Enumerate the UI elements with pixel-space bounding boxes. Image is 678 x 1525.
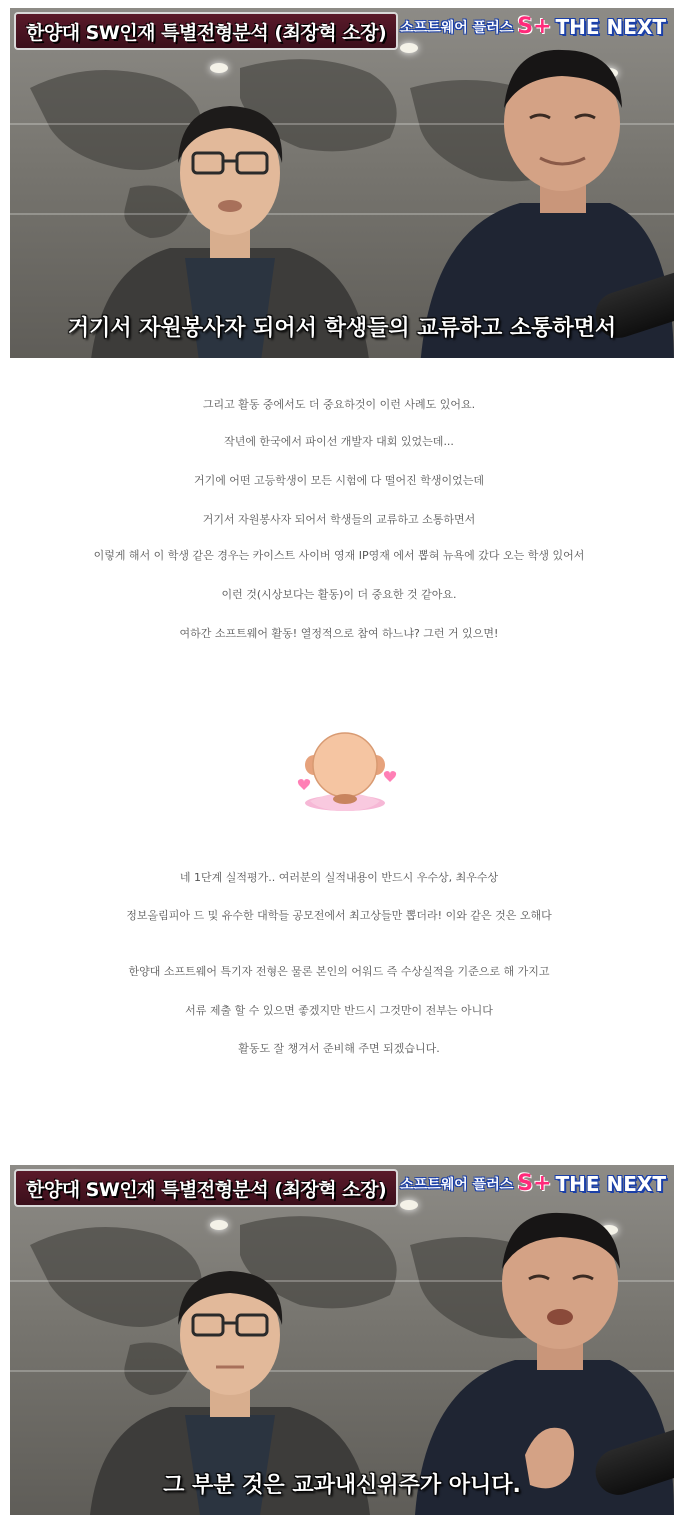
text-line: 네 1단계 실적평가.. 여러분의 실적내용이 반드시 우수상, 최우수상 [179,871,499,884]
bald-character-sticker-icon [290,725,400,815]
text-line: 활동도 잘 챙겨서 준비해 주면 되겠습니다. [238,1042,440,1055]
text-line: 이런 것(시상보다는 활동)이 더 중요한 것 같아요. [221,588,457,601]
brand-korean-text: 소프트웨어 플러스 [400,19,514,36]
video-subtitle: 거기서 자원봉사자 되어서 학생들의 교류하고 소통하면서 [67,316,617,341]
text-line: 정보올림피아 드 및 유수한 대학들 공모전에서 최고상들만 뽑더라! 이와 같은 것은 오해다 [126,909,552,922]
video-frame-1 [10,8,674,358]
brand-korean-text: 소프트웨어 플러스 [400,1176,514,1193]
video-subtitle: 그 부분 것은 교과내신위주가 아니다. [163,1473,521,1498]
text-line: 한양대 소프트웨어 특기자 전형은 물론 본인의 어워드 즉 수상실적을 기준으로 해 가지고 [128,965,550,978]
brand-s-plus: S+ [517,1171,552,1196]
brand-s-plus: S+ [517,14,552,39]
video-title: 한양대 SW인재 특별전형분석 (최장혁 소장) [26,21,387,44]
studio-background [10,1165,674,1515]
video-title-badge [14,1169,398,1207]
video-title-badge [14,12,398,50]
text-line: 거기에 어떤 고등학생이 모든 시험에 다 떨어진 학생이었는데 [193,474,485,487]
video-title: 한양대 SW인재 특별전형분석 (최장혁 소장) [26,1178,387,1201]
channel-brand-logo [400,14,666,39]
brand-the-next: THE NEXT [555,14,666,39]
text-line: 여하간 소프트웨어 활동! 열정적으로 참여 하느냐? 그런 거 있으면! [179,627,499,640]
text-line: 이렇게 해서 이 학생 같은 경우는 카이스트 사이버 영재 IP영재 에서 뽑혀 뉴욕에 갔다 오는 학생 있어서 [93,549,585,562]
studio-background [10,8,674,358]
channel-brand-logo [400,1171,666,1196]
text-line: 거기서 자원봉사자 되어서 학생들의 교류하고 소통하면서 [202,513,476,526]
text-line: 작년에 한국에서 파이선 개발자 대회 있었는데... [224,435,454,448]
video-frame-2 [10,1165,674,1515]
text-line: 서류 제출 할 수 있으면 좋겠지만 반드시 그것만이 전부는 아니다 [185,1004,493,1017]
brand-the-next: THE NEXT [555,1171,666,1196]
text-line: 그리고 활동 중에서도 더 중요하것이 이런 사례도 있어요. [202,398,476,411]
